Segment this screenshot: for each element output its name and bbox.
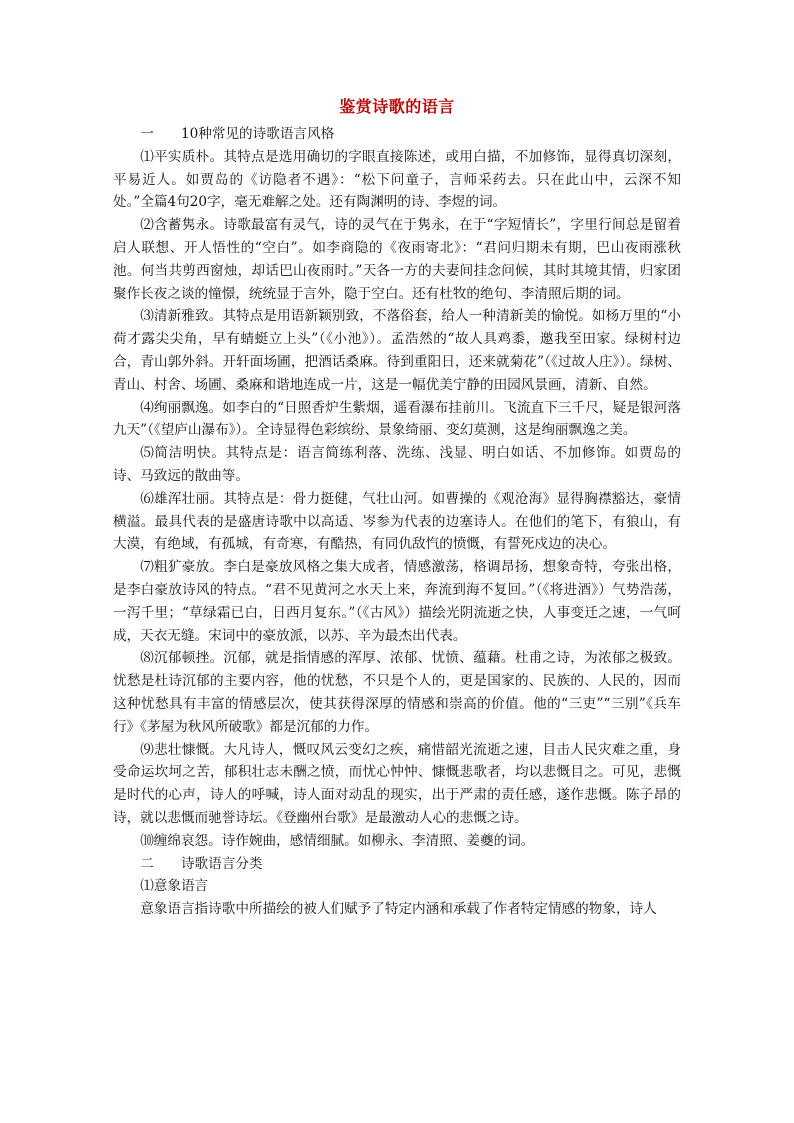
document-body: [113, 123, 681, 921]
paragraph-style-9: ⑼悲壮慷慨。大凡诗人，慨叹风云变幻之疾，痛惜韶光流逝之速，目击人民灾难之重，身受命运坎坷之苦，郁积壮志未酬之愤，而忧心忡忡、慷慨悲歌者，均以悲慨目之。可见，悲慨是时代的心声，诗人的呼喊，诗人面对动乱的现实，出于严肃的责任感，遂作悲慨。陈子昂的诗，就以悲慨而驰誉诗坛。《登幽州台歌》是最激动人心的悲慨之诗。: [113, 741, 681, 826]
paragraph-style-2: ⑵含蓄隽永。诗歌最富有灵气，诗的灵气在于隽永，在于“字短情长”，字里行间总是留着启人联想、开人悟性的“空白”。如李商隐的《夜雨寄北》：“君问归期未有期，巴山夜雨涨秋池。何当共剪西窗烛，却话巴山夜雨时。”天各一方的夫妻间挂念问候，其时其境其情，归家团聚作长夜之谈的憧憬，统统显于言外，隐于空白。还有杜牧的绝句、李清照后期的词。: [113, 217, 681, 302]
subheading-imagery-language: ⑴意象语言: [140, 878, 209, 895]
paragraph-style-5: ⑸简洁明快。其特点是：语言简练利落、洗练、浅显、明白如话、不加修饰。如贾岛的诗、马致远的散曲等。: [113, 445, 681, 484]
paragraph-style-4: ⑷绚丽飘逸。如李白的“日照香炉生紫烟，遥看瀑布挂前川。飞流直下三千尺，疑是银河落九天”（《望庐山瀑布》）。全诗显得色彩缤纷、景象绮丽、变幻莫测，这是绚丽飘逸之美。: [113, 399, 681, 439]
paragraph-style-8: ⑻沉郁顿挫。沉郁，就是指情感的浑厚、浓郁、忧愤、蕴藉。杜甫之诗，为浓郁之极致。忧愁是杜诗沉郁的主要内容，他的忧愁，不只是个人的，更是国家的、民族的、人民的，因而这种忧愁具有丰富的情感层次，使其获得深厚的情感和崇高的价值。他的“三吏”“三别”《兵车行》《茅屋为秋风所破歌》都是沉郁的力作。: [113, 650, 681, 735]
page-title: 鉴赏诗歌的语言: [339, 97, 455, 116]
paragraph-style-10: ⑽缠绵哀怨。诗作婉曲，感情细腻。如柳永、李清照、姜夔的词。: [140, 832, 535, 849]
document-page: [113, 96, 681, 921]
paragraph-style-7: ⑺粗犷豪放。李白是豪放风格之集大成者，情感激荡，格调昂扬，想象奇特，夸张出格，是李白豪放诗风的特点。“君不见黄河之水天上来，奔流到海不复回。”（《将进酒》）气势浩荡，一泻千里；“草绿霜已白，日西月复东。”（《古风》）描绘光阴流逝之快，人事变迁之速，一气呵成，天衣无缝。宋词中的豪放派，以苏、辛为最杰出代表。: [113, 559, 681, 644]
section-heading-2: 二 诗歌语言分类: [140, 855, 263, 872]
section-heading-1: 一 10种常见的诗歌语言风格: [140, 126, 335, 142]
paragraph-style-1: ⑴平实质朴。其特点是选用确切的字眼直接陈述，或用白描，不加修饰，显得真切深刻，平易近人。如贾岛的《访隐者不遇》：“松下问童子，言师采药去。只在此山中，云深不知处。”全篇4句20字，毫无难解之处。还有陶渊明的诗、李煜的词。: [113, 148, 681, 211]
paragraph-imagery-language: 意象语言指诗歌中所描绘的被人们赋予了特定内涵和承载了作者特定情感的物象，诗人: [140, 901, 657, 918]
paragraph-style-6: ⑹雄浑壮丽。其特点是：骨力挺健，气壮山河。如曹操的《观沧海》显得胸襟豁达，豪情横溢。最具代表的是盛唐诗歌中以高适、岑参为代表的边塞诗人。在他们的笔下，有狼山，有大漠，有绝域，有孤城，有奇寒，有酷热，有同仇敌忾的愤慨，有誓死戍边的决心。: [113, 490, 681, 553]
paragraph-style-3: ⑶清新雅致。其特点是用语新颖别致，不落俗套，给人一种清新美的愉悦。如杨万里的“小荷才露尖尖角，早有蜻蜓立上头”（《小池》）。孟浩然的“故人具鸡黍，邀我至田家。绿树村边合，青山郭外斜。开轩面场圃，把酒话桑麻。待到重阳日，还来就菊花”（《过故人庄》）。绿树、青山、村舍、场圃、桑麻和谐地连成一片，这是一幅优美宁静的田园风景画，清新、自然。: [113, 308, 681, 393]
